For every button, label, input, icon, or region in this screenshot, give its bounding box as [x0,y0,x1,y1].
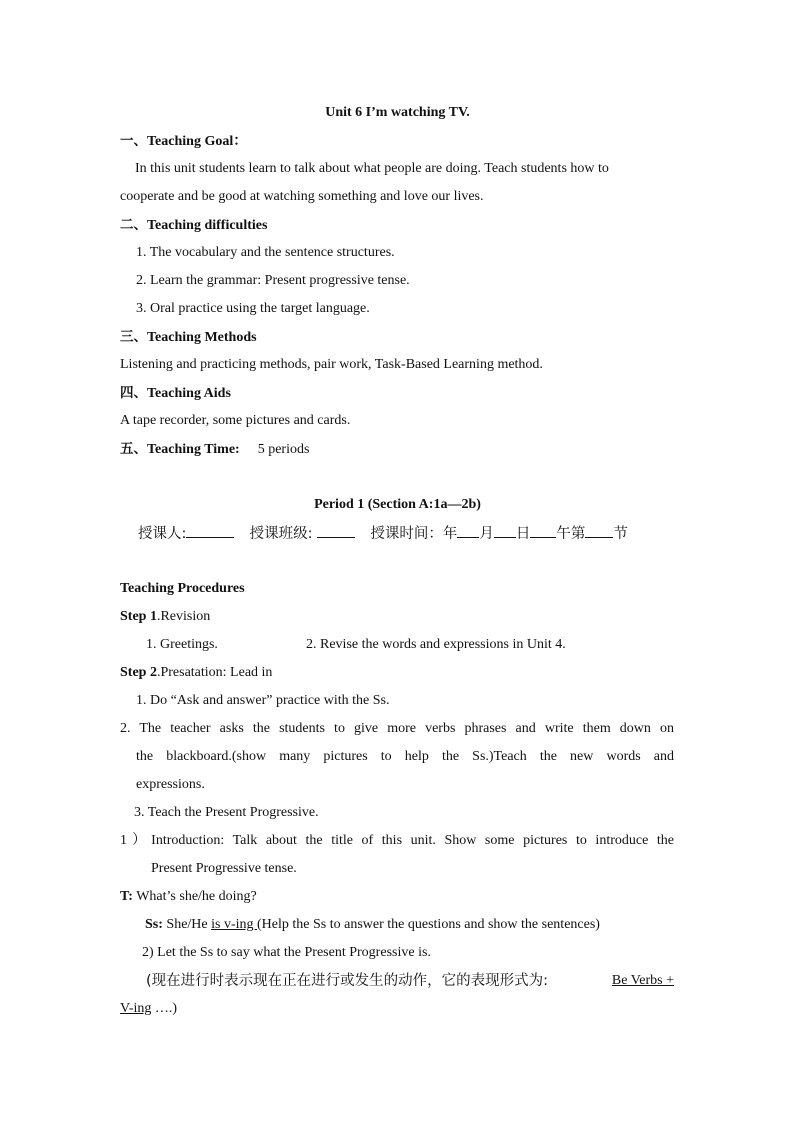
section-label: Teaching difficulties [147,218,268,233]
teaching-aids-heading [120,383,675,404]
section-number: 三、 [120,329,147,345]
step-text: .Presatation: Lead in [156,665,273,680]
step-item-2: 2) Let the Ss to say what the Present Progressive is. [142,945,431,960]
time-value: 5 periods [257,442,310,457]
period-title: Period 1 (Section A:1a—2b) [314,497,481,512]
day-blank [494,523,516,538]
month-blank [457,523,479,538]
section-number: 一、 [120,133,147,149]
teacher-blank [186,523,234,538]
teaching-methods-heading [120,327,675,348]
teaching-difficulties-heading [120,215,675,236]
answer-note: (Help the Ss to answer the questions and show the sentences) [257,917,600,932]
goal-text-line-2: cooperate and be good at watching something and love our lives. [120,189,484,204]
section-number: 二、 [120,217,147,233]
step-1-item-1: 1. Greetings. [146,637,218,652]
answer-pre: She/He [166,917,212,932]
speaker-label: Ss: [145,917,163,932]
section-number: 四、 [120,385,147,401]
step-2-item-3: 3. Teach the Present Progressive. [134,805,319,820]
difficulty-item-2: 2. Learn the grammar: Present progressive tense. [136,273,410,288]
section-label: Teaching Methods [147,330,257,345]
introduction-line-2: Present Progressive tense. [151,861,297,876]
step-1-item-2: 2. Revise the words and expressions in Unit 4. [306,637,566,652]
difficulty-item-1: 1. The vocabulary and the sentence structures. [136,245,395,260]
noon-blank [530,523,556,538]
step-2-item-2-line-3: expressions. [136,777,205,792]
section-number: 五、 [120,441,147,457]
chinese-note-line-1 [146,971,674,991]
difficulty-item-3: 3. Oral practice using the target language. [136,301,370,316]
lesson-info-row [138,523,693,544]
question-text: What’s she/he doing? [136,889,257,904]
month-label: 月 [479,526,494,542]
answer-pattern: is v-ing [211,917,258,932]
methods-text: Listening and practicing methods, pair work, Task-Based Learning method. [120,357,543,372]
step-2-item-1: 1. Do “Ask and answer” practice with the Ss. [136,693,390,708]
formula-part-2: V-ing [120,1001,152,1016]
procedures-heading: Teaching Procedures [120,581,245,596]
time-label: 授课时间：年 [370,526,458,542]
step-text: .Revision [156,609,211,624]
section-label: Teaching Aids [147,386,231,401]
page-title: Unit 6 I’m watching TV. [325,105,470,120]
step-2 [120,663,675,683]
teacher-label: 授课人: [138,526,187,542]
note-end: ….) [151,1001,178,1016]
section-label: Teaching Time: [147,442,240,457]
day-label: 日 [515,526,531,542]
class-blank [317,523,355,538]
step-1 [120,607,675,627]
chinese-note-line-2 [120,999,675,1019]
section-blank [585,523,613,538]
teacher-question [120,887,675,907]
step-label: Step 2 [120,665,157,680]
introduction-line-1: 1）Introduction: Talk about the title of this unit. Show some pictures to introduce the [120,833,674,848]
student-answer [145,915,700,935]
class-label: 授课班级: [249,526,313,542]
formula-part-1: Be Verbs + [611,973,674,988]
section-suffix: 节 [613,526,628,542]
chinese-note-text: (现在进行时表示现在正在进行或发生的动作，它的表现形式为: [146,973,549,989]
afternoon-label: 午第 [556,526,586,542]
speaker-label: T: [120,889,133,904]
teaching-goal-heading [120,131,675,152]
aids-text: A tape recorder, some pictures and cards. [120,413,351,428]
step-label: Step 1 [120,609,157,624]
goal-text-line-1: In this unit students learn to talk about what people are doing. Teach students how to [135,161,609,176]
step-2-item-2-line-1: 2. The teacher asks the students to give more verbs phrases and write them down on [120,721,674,736]
teaching-time-row [120,439,675,460]
step-2-item-2-line-2: the blackboard.(show many pictures to help the Ss.)Teach the new words and [136,749,674,764]
section-label: Teaching Goal： [147,134,248,149]
